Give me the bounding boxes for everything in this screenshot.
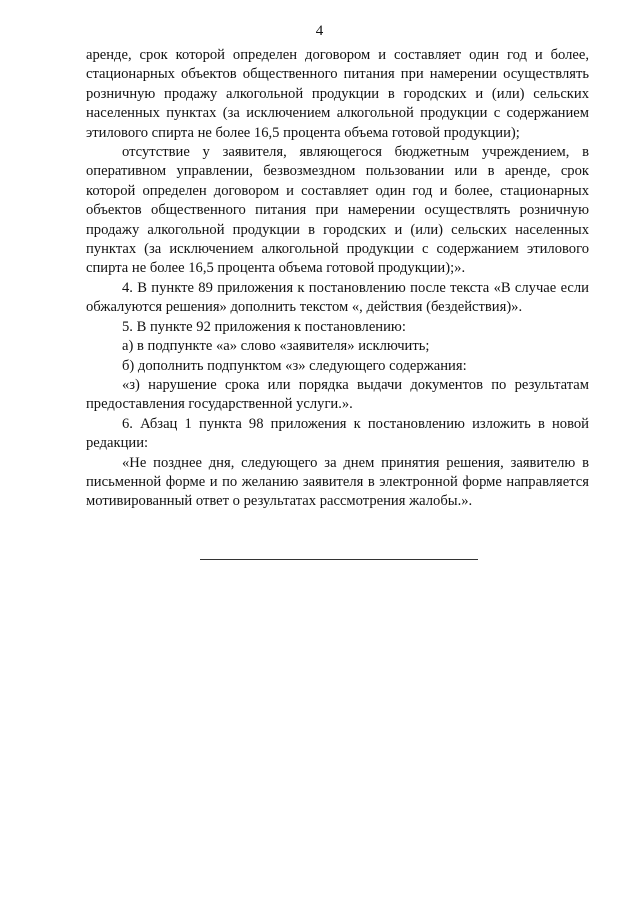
paragraph-item-5b-text: «з) нарушение срока или порядка выдачи документов по результатам предоставления государственной услуги.». (86, 376, 589, 413)
document-body (86, 46, 589, 512)
paragraph-item-5b: б) дополнить подпунктом «з» следующего содержания: (122, 357, 467, 374)
paragraph-item-4: 4. В пункте 89 приложения к постановлению после текста «В случае если обжалуются решения» дополнить текстом «, действия (бездействия)». (86, 279, 589, 316)
paragraph-item-5: 5. В пункте 92 приложения к постановлению: (122, 318, 406, 335)
page-number: 4 (315, 23, 324, 39)
paragraph-continuation: аренде, срок которой определен договором и составляет один год и более, стационарных объектов общественного питания при намерении осуществлять розничную продажу алкогольной продукции в городских и (или) сельских населенных пунктах (за исключением алкогольной продукции с содержанием этилового спирта не более 16,5 процента объема готовой продукции); (86, 47, 589, 141)
end-divider-line (200, 559, 478, 560)
paragraph-item-6: 6. Абзац 1 пункта 98 приложения к постановлению изложить в новой редакции: (86, 415, 589, 452)
paragraph-item-5a: а) в подпункте «а» слово «заявителя» исключить; (122, 338, 430, 355)
paragraph-item-6-text: «Не позднее дня, следующего за днем принятия решения, заявителю в письменной форме и по желанию заявителя в электронной форме направляется мотивированный ответ о результатах рассмотрения жалобы.». (86, 454, 589, 510)
paragraph-budget-institution: отсутствие у заявителя, являющегося бюджетным учреждением, в оперативном управлении, безвозмездном пользовании или в аренде, срок которой определен договором и составляет один год и более, стационарных объектов общественного питания при намерении осуществлять розничную продажу алкогольной продукции в городских и (или) сельских населенных пунктах (за исключением алкогольной продукции с содержанием этилового спирта не более 16,5 процента объема готовой продукции);». (86, 144, 589, 277)
